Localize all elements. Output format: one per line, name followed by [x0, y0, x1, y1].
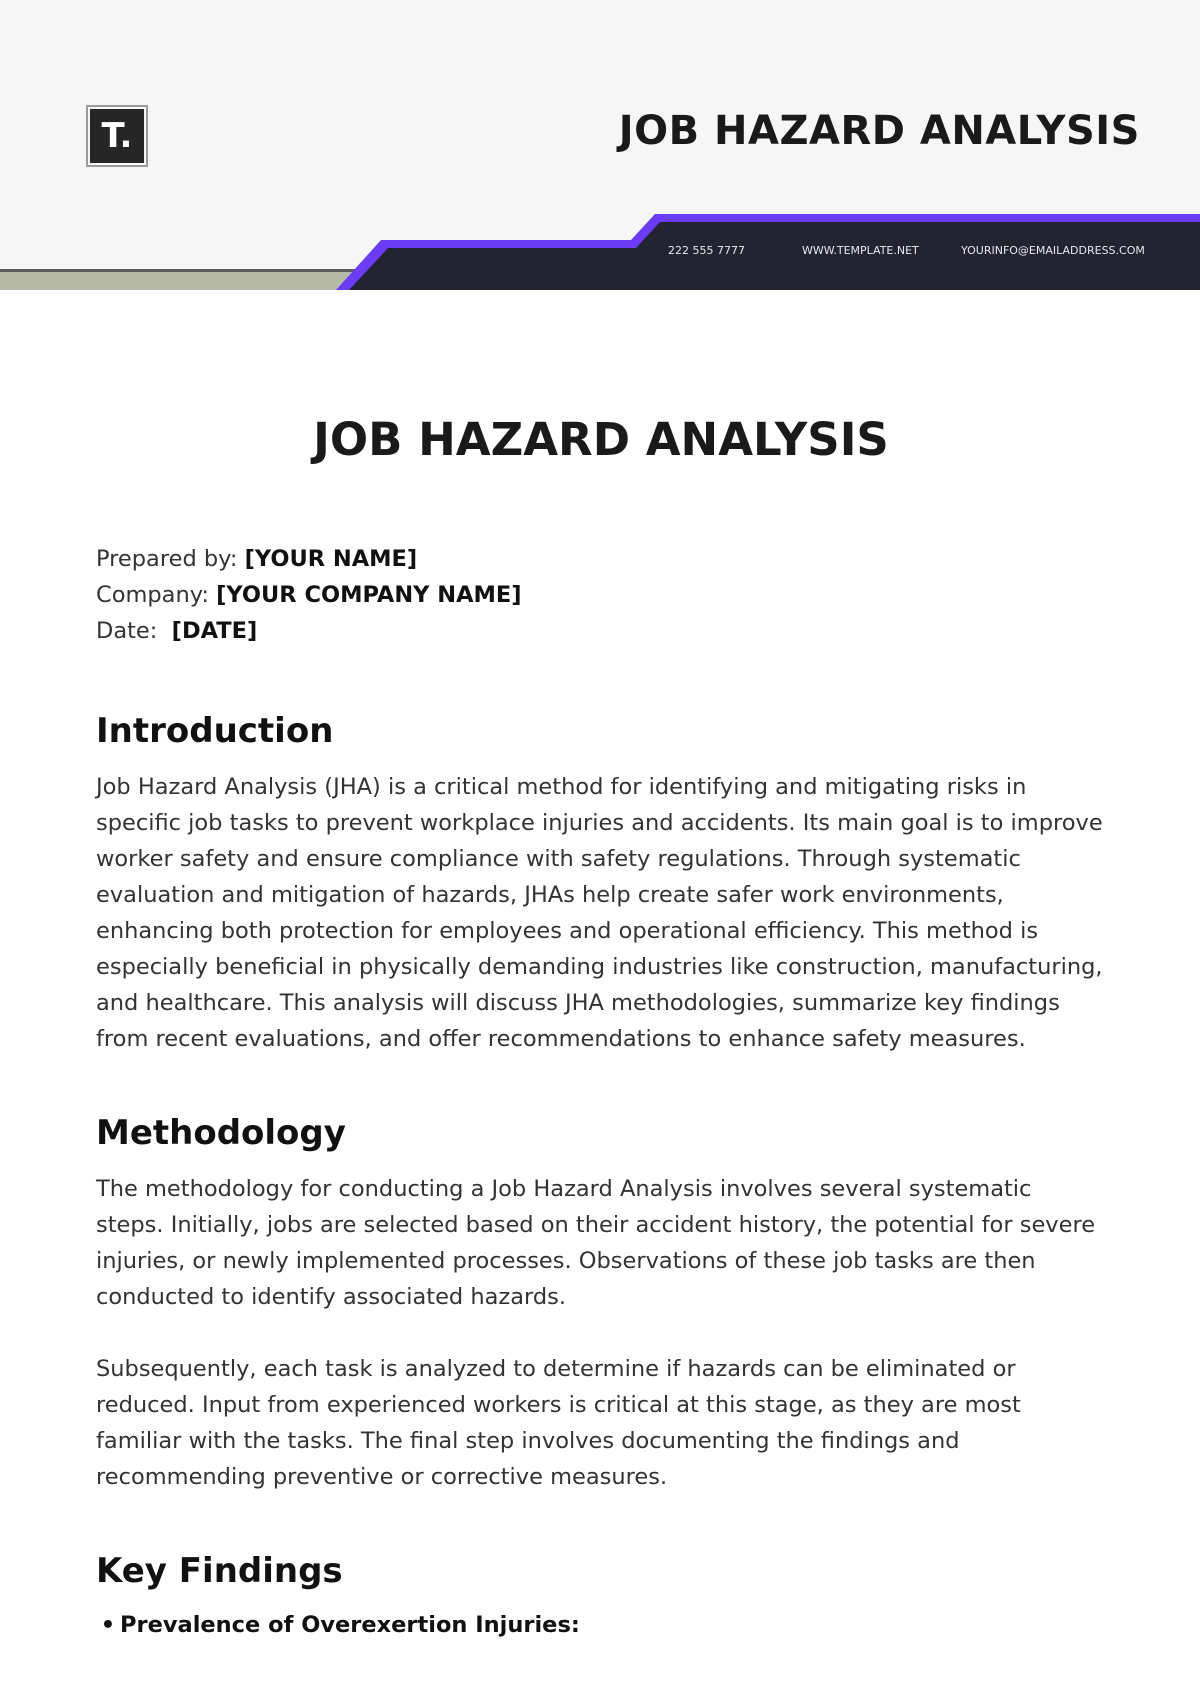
bullet-icon: • — [100, 1612, 116, 1638]
document-body — [96, 410, 1106, 1643]
header-stripe — [0, 272, 360, 290]
finding-title: Prevalence of Overexertion Injuries: — [120, 1612, 580, 1638]
date-row — [96, 613, 1106, 649]
company-logo — [86, 105, 148, 167]
contact-email: YOURINFO@EMAILADDRESS.COM — [961, 244, 1145, 257]
company-row — [96, 577, 1106, 613]
contact-phone: 222 555 7777 — [668, 244, 745, 257]
introduction-paragraph: Job Hazard Analysis (JHA) is a critical method for identifying and mitigating risks in specific job tasks to prevent workplace injuries and accidents. Its main goal is to improve worker safety and ensure compliance with safety regulations. Through systematic evaluation and mitigation of hazards, JHAs help create safer work environments, enhancing both protection for employees and operational efficiency. This method is especially beneficial in physically demanding industries like construction, manufacturing, and healthcare. This analysis will discuss JHA methodologies, summarize key findings from recent evaluations, and offer recommendations to enhance safety measures. — [96, 774, 1103, 1052]
prepared-by-value: [YOUR NAME] — [244, 546, 418, 572]
methodology-paragraph-1: The methodology for conducting a Job Hazard Analysis involves several systematic steps. Initially, jobs are selected based on their accident history, the potential for severe injuries, or newly implemented processes. Observations of these job tasks are then conducted to identify associated hazards. — [96, 1176, 1096, 1310]
company-value: [YOUR COMPANY NAME] — [216, 582, 522, 608]
logo-letter: T. — [90, 109, 144, 163]
key-findings-heading: Key Findings — [96, 1551, 343, 1591]
header-title: JOB HAZARD ANALYSIS — [618, 108, 1140, 154]
contact-website: WWW.TEMPLATE.NET — [802, 244, 919, 257]
header-stripe-line — [0, 269, 360, 272]
date-value: [DATE] — [171, 618, 258, 644]
document-meta — [96, 541, 1106, 649]
methodology-paragraph-2: Subsequently, each task is analyzed to determine if hazards can be eliminated or reduced. Input from experienced workers is critical at this stage, as they are most familiar with the tasks. The final step involves documenting the findings and recommending preventive or corrective measures. — [96, 1356, 1021, 1490]
letterhead — [0, 0, 1200, 290]
document-title: JOB HAZARD ANALYSIS — [313, 413, 889, 466]
date-label: Date: — [96, 618, 158, 644]
introduction-heading: Introduction — [96, 711, 334, 751]
prepared-by-label: Prepared by: — [96, 546, 238, 572]
list-item — [96, 1607, 1106, 1643]
key-findings-list — [96, 1607, 1106, 1643]
company-label: Company: — [96, 582, 209, 608]
methodology-heading: Methodology — [96, 1113, 346, 1153]
prepared-by-row — [96, 541, 1106, 577]
